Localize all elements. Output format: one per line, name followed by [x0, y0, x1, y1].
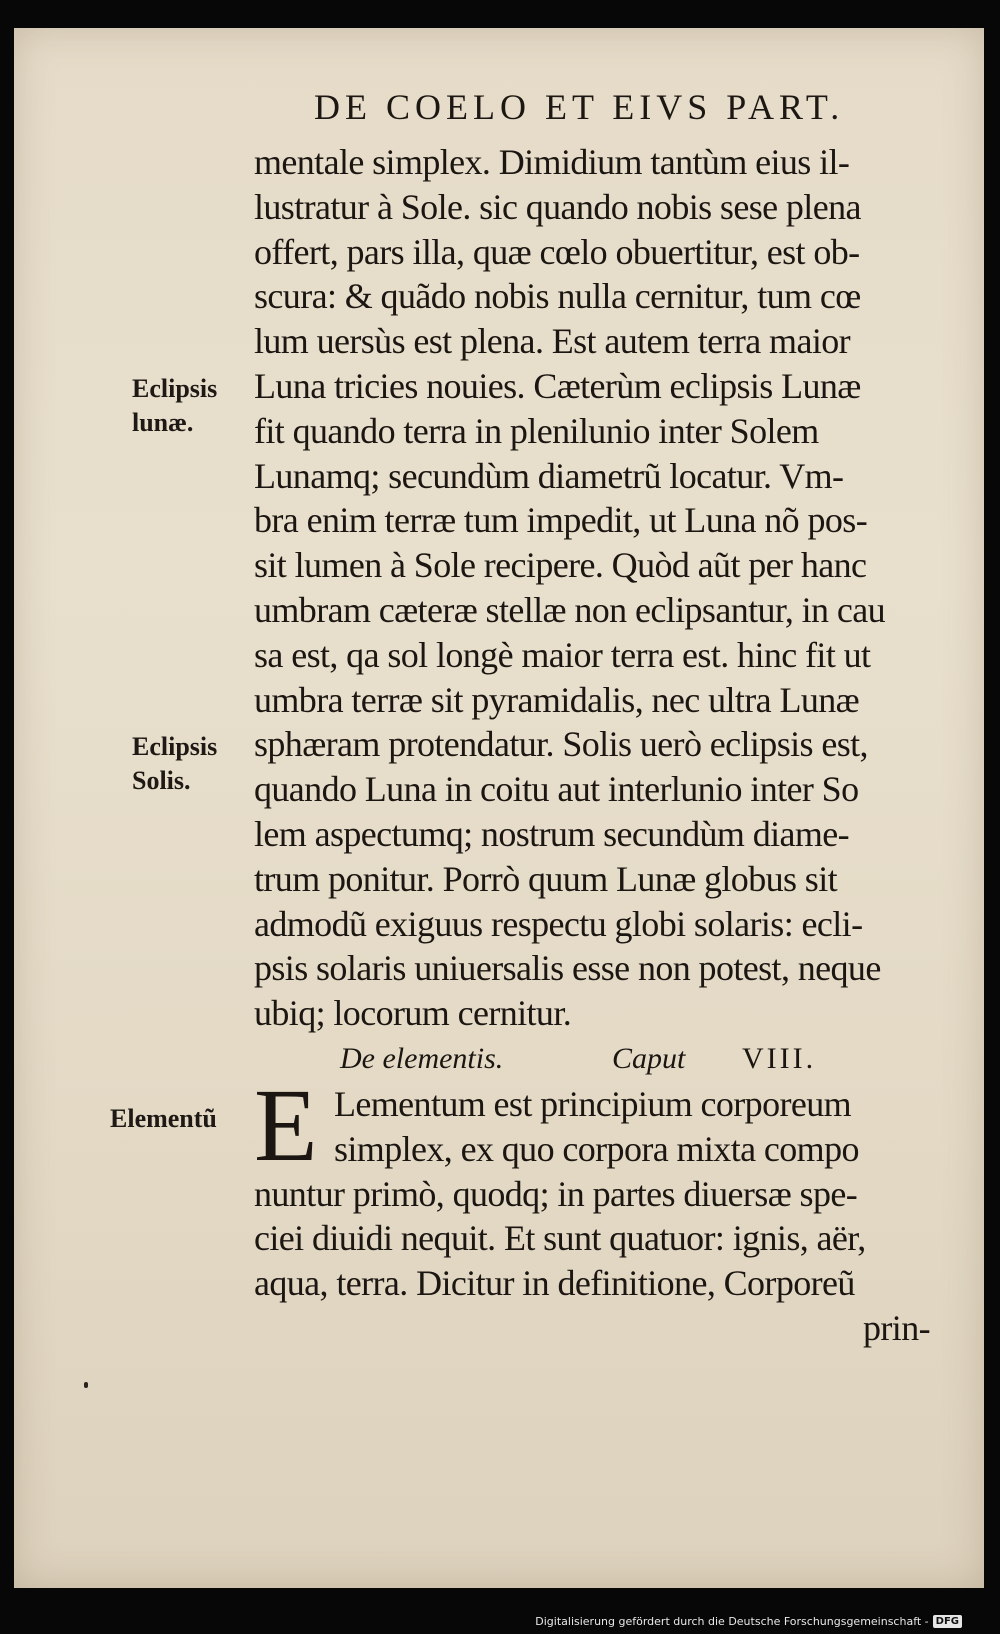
text-line: sit lumen à Sole recipere. Quòd aũt per hanc — [254, 545, 867, 586]
text-line: lum uersùs est plena. Est autem terra maior — [254, 321, 851, 362]
text-line: mentale simplex. Dimidium tantùm eius il- — [254, 142, 850, 182]
text-line: ubiq; locorum cernitur. — [254, 993, 572, 1034]
chapter-caput: Caput — [612, 1041, 686, 1075]
text-line: ciei diuidi nequit. Et sunt quatuor: ignis, aër, — [254, 1218, 866, 1259]
chapter-opening — [254, 1067, 944, 1183]
margin-note-line: Solis. — [132, 766, 191, 795]
margin-note-eclipsis-solis — [132, 730, 217, 798]
margin-note-line: Eclipsis — [132, 732, 218, 761]
catchword: prin- — [863, 1307, 930, 1348]
text-line: lem aspectumq; nostrum secundùm diame- — [254, 813, 850, 854]
body-text — [254, 140, 944, 1351]
text-line: psis solaris uniuersalis esse non potest, neque — [254, 948, 881, 989]
text-line: bra enim terræ tum impedit, ut Luna nõ pos- — [254, 500, 868, 541]
running-head: DE COELO ET EIVS PART. — [314, 87, 845, 127]
text-line: aqua, terra. Dicitur in definitione, Corporeũ — [254, 1263, 855, 1304]
chapter-title: De elementis. — [340, 1041, 504, 1075]
ink-speck — [84, 1382, 88, 1388]
drop-cap: E — [254, 1067, 318, 1183]
margin-note-line: Eclipsis — [132, 374, 218, 403]
dfg-logo: DFG — [933, 1615, 962, 1628]
text-line: Lementum est principium corporeum — [334, 1083, 852, 1124]
credit-text: Digitalisierung gefördert durch die Deutsche Forschungsgemeinschaft - — [535, 1615, 929, 1628]
text-line: nuntur primò, quodq; in partes diuersæ spe- — [254, 1173, 858, 1214]
text-line: umbram cæteræ stellæ non eclipsantur, in cau — [254, 589, 886, 630]
text-line: Luna tricies nouies. Cæterùm eclipsis Lunæ — [254, 365, 861, 406]
text-line: fit quando terra in plenilunio inter Solem — [254, 410, 819, 451]
margin-note-line: lunæ. — [132, 408, 194, 437]
text-line: admodũ exiguus respectu globi solaris: ecli- — [254, 903, 863, 944]
text-line: simplex, ex quo corpora mixta compo — [334, 1128, 859, 1169]
text-line: quando Luna in coitu aut interlunio inter So — [254, 769, 859, 810]
margin-note-eclipsis-lunae — [132, 372, 217, 440]
text-line: sphæram protendatur. Solis uerò eclipsis est, — [254, 724, 868, 765]
digitization-credit — [535, 1615, 962, 1628]
text-line: scura: & quãdo nobis nulla cernitur, tum cœ — [254, 276, 861, 317]
chapter-heading — [254, 1036, 944, 1082]
text-line: umbra terræ sit pyramidalis, nec ultra Lunæ — [254, 679, 860, 720]
book-page — [14, 28, 984, 1588]
text-line: sa est, qa sol longè maior terra est. hinc fit ut — [254, 634, 871, 675]
margin-note-elementum — [110, 1102, 217, 1136]
chapter-number: VIII. — [742, 1041, 817, 1075]
text-line: offert, pars illa, quæ cœlo obuertitur, est ob- — [254, 231, 860, 272]
text-line: lustratur à Sole. sic quando nobis sese plena — [254, 186, 861, 227]
text-line: trum ponitur. Porrò quum Lunæ globus sit — [254, 858, 838, 899]
margin-note-line: Elementũ — [110, 1104, 217, 1133]
text-line: Lunamq; secundùm diametrũ locatur. Vm- — [254, 455, 844, 496]
